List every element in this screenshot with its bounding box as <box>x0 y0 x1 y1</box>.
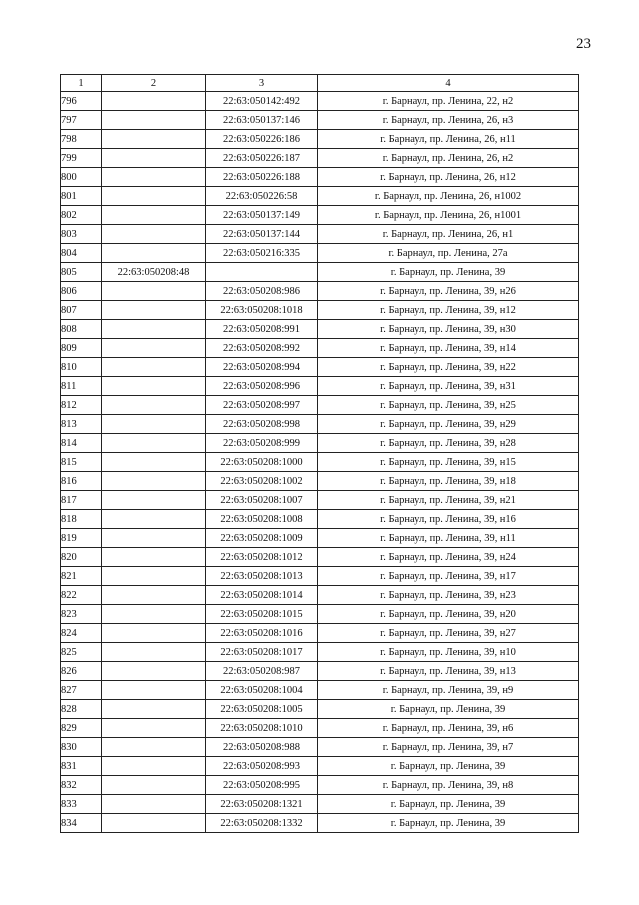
cadastral-parcel-cell <box>102 700 206 719</box>
table-row <box>61 795 579 814</box>
row-number-cell: 804 <box>61 244 102 263</box>
row-number-cell: 805 <box>61 263 102 282</box>
row-number-cell: 801 <box>61 187 102 206</box>
table-row <box>61 130 579 149</box>
address-cell: г. Барнаул, пр. Ленина, 39, н9 <box>318 681 579 700</box>
cadastral-parcel-cell <box>102 643 206 662</box>
address-cell: г. Барнаул, пр. Ленина, 26, н1 <box>318 225 579 244</box>
cadastral-parcel-cell <box>102 757 206 776</box>
row-number-cell: 802 <box>61 206 102 225</box>
header-row <box>61 75 579 92</box>
cadastral-parcel-cell <box>102 301 206 320</box>
cadastral-parcel-cell <box>102 719 206 738</box>
address-cell: г. Барнаул, пр. Ленина, 39, н21 <box>318 491 579 510</box>
table-row <box>61 624 579 643</box>
cadastral-parcel-cell <box>102 681 206 700</box>
cadastral-object-cell: 22:63:050208:1007 <box>206 491 318 510</box>
cadastral-parcel-cell <box>102 624 206 643</box>
table-row <box>61 700 579 719</box>
column-header-4: 4 <box>318 75 579 92</box>
cadastral-parcel-cell <box>102 187 206 206</box>
address-cell: г. Барнаул, пр. Ленина, 26, н11 <box>318 130 579 149</box>
table-row <box>61 320 579 339</box>
cadastral-object-cell: 22:63:050137:146 <box>206 111 318 130</box>
table-row <box>61 377 579 396</box>
row-number-cell: 822 <box>61 586 102 605</box>
column-header-1: 1 <box>61 75 102 92</box>
table-row <box>61 681 579 700</box>
cadastral-object-cell: 22:63:050208:999 <box>206 434 318 453</box>
cadastral-parcel-cell <box>102 320 206 339</box>
row-number-cell: 814 <box>61 434 102 453</box>
cadastral-object-cell: 22:63:050137:144 <box>206 225 318 244</box>
address-cell: г. Барнаул, пр. Ленина, 39, н7 <box>318 738 579 757</box>
registry-table <box>60 74 579 833</box>
cadastral-parcel-cell <box>102 358 206 377</box>
address-cell: г. Барнаул, пр. Ленина, 39, н6 <box>318 719 579 738</box>
cadastral-object-cell: 22:63:050208:1017 <box>206 643 318 662</box>
cadastral-object-cell: 22:63:050226:187 <box>206 149 318 168</box>
cadastral-object-cell: 22:63:050208:986 <box>206 282 318 301</box>
cadastral-object-cell: 22:63:050208:988 <box>206 738 318 757</box>
row-number-cell: 826 <box>61 662 102 681</box>
address-cell: г. Барнаул, пр. Ленина, 39 <box>318 700 579 719</box>
cadastral-parcel-cell <box>102 548 206 567</box>
cadastral-object-cell: 22:63:050142:492 <box>206 92 318 111</box>
row-number-cell: 825 <box>61 643 102 662</box>
cadastral-object-cell: 22:63:050208:1321 <box>206 795 318 814</box>
cadastral-object-cell: 22:63:050208:1016 <box>206 624 318 643</box>
cadastral-object-cell: 22:63:050208:994 <box>206 358 318 377</box>
cadastral-parcel-cell <box>102 339 206 358</box>
cadastral-parcel-cell <box>102 377 206 396</box>
cadastral-object-cell: 22:63:050208:987 <box>206 662 318 681</box>
cadastral-object-cell: 22:63:050208:992 <box>206 339 318 358</box>
cadastral-parcel-cell <box>102 662 206 681</box>
cadastral-parcel-cell <box>102 605 206 624</box>
cadastral-object-cell <box>206 263 318 282</box>
address-cell: г. Барнаул, пр. Ленина, 39, н23 <box>318 586 579 605</box>
table-row <box>61 434 579 453</box>
row-number-cell: 833 <box>61 795 102 814</box>
cadastral-object-cell: 22:63:050216:335 <box>206 244 318 263</box>
address-cell: г. Барнаул, пр. Ленина, 39 <box>318 757 579 776</box>
row-number-cell: 797 <box>61 111 102 130</box>
cadastral-parcel-cell <box>102 738 206 757</box>
table-row <box>61 225 579 244</box>
address-cell: г. Барнаул, пр. Ленина, 39, н11 <box>318 529 579 548</box>
cadastral-object-cell: 22:63:050208:996 <box>206 377 318 396</box>
table-row <box>61 605 579 624</box>
table-row <box>61 662 579 681</box>
cadastral-parcel-cell <box>102 415 206 434</box>
table-row <box>61 491 579 510</box>
row-number-cell: 819 <box>61 529 102 548</box>
table-row <box>61 586 579 605</box>
table-row <box>61 814 579 833</box>
address-cell: г. Барнаул, пр. Ленина, 39, н16 <box>318 510 579 529</box>
cadastral-object-cell: 22:63:050208:1013 <box>206 567 318 586</box>
cadastral-parcel-cell <box>102 529 206 548</box>
address-cell: г. Барнаул, пр. Ленина, 39 <box>318 263 579 282</box>
cadastral-parcel-cell <box>102 130 206 149</box>
cadastral-parcel-cell <box>102 282 206 301</box>
address-cell: г. Барнаул, пр. Ленина, 39, н22 <box>318 358 579 377</box>
cadastral-object-cell: 22:63:050226:186 <box>206 130 318 149</box>
cadastral-object-cell: 22:63:050208:1012 <box>206 548 318 567</box>
table-row <box>61 149 579 168</box>
row-number-cell: 832 <box>61 776 102 795</box>
cadastral-object-cell: 22:63:050226:58 <box>206 187 318 206</box>
cadastral-parcel-cell <box>102 149 206 168</box>
cadastral-parcel-cell <box>102 795 206 814</box>
cadastral-object-cell: 22:63:050208:1015 <box>206 605 318 624</box>
row-number-cell: 806 <box>61 282 102 301</box>
address-cell: г. Барнаул, пр. Ленина, 39, н13 <box>318 662 579 681</box>
row-number-cell: 820 <box>61 548 102 567</box>
address-cell: г. Барнаул, пр. Ленина, 39, н26 <box>318 282 579 301</box>
cadastral-parcel-cell <box>102 168 206 187</box>
table-row <box>61 738 579 757</box>
table-row <box>61 643 579 662</box>
cadastral-object-cell: 22:63:050208:997 <box>206 396 318 415</box>
cadastral-object-cell: 22:63:050208:991 <box>206 320 318 339</box>
cadastral-object-cell: 22:63:050208:1009 <box>206 529 318 548</box>
cadastral-parcel-cell <box>102 586 206 605</box>
row-number-cell: 807 <box>61 301 102 320</box>
address-cell: г. Барнаул, пр. Ленина, 27а <box>318 244 579 263</box>
address-cell: г. Барнаул, пр. Ленина, 26, н3 <box>318 111 579 130</box>
table-row <box>61 301 579 320</box>
cadastral-parcel-cell <box>102 111 206 130</box>
row-number-cell: 798 <box>61 130 102 149</box>
cadastral-parcel-cell <box>102 491 206 510</box>
address-cell: г. Барнаул, пр. Ленина, 22, н2 <box>318 92 579 111</box>
cadastral-object-cell: 22:63:050208:1000 <box>206 453 318 472</box>
cadastral-object-cell: 22:63:050208:1008 <box>206 510 318 529</box>
row-number-cell: 813 <box>61 415 102 434</box>
cadastral-parcel-cell <box>102 92 206 111</box>
table-row <box>61 510 579 529</box>
row-number-cell: 818 <box>61 510 102 529</box>
row-number-cell: 796 <box>61 92 102 111</box>
cadastral-parcel-cell <box>102 567 206 586</box>
cadastral-object-cell: 22:63:050208:998 <box>206 415 318 434</box>
cadastral-parcel-cell <box>102 434 206 453</box>
cadastral-object-cell: 22:63:050208:1018 <box>206 301 318 320</box>
address-cell: г. Барнаул, пр. Ленина, 26, н2 <box>318 149 579 168</box>
row-number-cell: 799 <box>61 149 102 168</box>
table-row <box>61 757 579 776</box>
cadastral-parcel-cell <box>102 472 206 491</box>
address-cell: г. Барнаул, пр. Ленина, 39, н29 <box>318 415 579 434</box>
row-number-cell: 816 <box>61 472 102 491</box>
cadastral-object-cell: 22:63:050208:1010 <box>206 719 318 738</box>
cadastral-parcel-cell <box>102 814 206 833</box>
column-header-2: 2 <box>102 75 206 92</box>
address-cell: г. Барнаул, пр. Ленина, 26, н1001 <box>318 206 579 225</box>
address-cell: г. Барнаул, пр. Ленина, 39, н30 <box>318 320 579 339</box>
cadastral-parcel-cell <box>102 206 206 225</box>
row-number-cell: 811 <box>61 377 102 396</box>
cadastral-parcel-cell: 22:63:050208:48 <box>102 263 206 282</box>
cadastral-object-cell: 22:63:050208:1014 <box>206 586 318 605</box>
address-cell: г. Барнаул, пр. Ленина, 39, н10 <box>318 643 579 662</box>
cadastral-parcel-cell <box>102 244 206 263</box>
row-number-cell: 828 <box>61 700 102 719</box>
address-cell: г. Барнаул, пр. Ленина, 39 <box>318 795 579 814</box>
address-cell: г. Барнаул, пр. Ленина, 39, н12 <box>318 301 579 320</box>
table-row <box>61 282 579 301</box>
table-row <box>61 206 579 225</box>
table-row <box>61 396 579 415</box>
address-cell: г. Барнаул, пр. Ленина, 39, н20 <box>318 605 579 624</box>
cadastral-parcel-cell <box>102 396 206 415</box>
table-row <box>61 567 579 586</box>
table-row <box>61 719 579 738</box>
table-row <box>61 776 579 795</box>
row-number-cell: 823 <box>61 605 102 624</box>
row-number-cell: 834 <box>61 814 102 833</box>
row-number-cell: 831 <box>61 757 102 776</box>
table-row <box>61 168 579 187</box>
cadastral-object-cell: 22:63:050208:1004 <box>206 681 318 700</box>
address-cell: г. Барнаул, пр. Ленина, 39, н18 <box>318 472 579 491</box>
address-cell: г. Барнаул, пр. Ленина, 39, н28 <box>318 434 579 453</box>
row-number-cell: 827 <box>61 681 102 700</box>
address-cell: г. Барнаул, пр. Ленина, 39 <box>318 814 579 833</box>
column-header-3: 3 <box>206 75 318 92</box>
cadastral-object-cell: 22:63:050208:993 <box>206 757 318 776</box>
table-row <box>61 244 579 263</box>
table-row <box>61 92 579 111</box>
row-number-cell: 812 <box>61 396 102 415</box>
cadastral-object-cell: 22:63:050226:188 <box>206 168 318 187</box>
address-cell: г. Барнаул, пр. Ленина, 26, н1002 <box>318 187 579 206</box>
cadastral-object-cell: 22:63:050137:149 <box>206 206 318 225</box>
cadastral-parcel-cell <box>102 225 206 244</box>
cadastral-object-cell: 22:63:050208:995 <box>206 776 318 795</box>
row-number-cell: 810 <box>61 358 102 377</box>
table-row <box>61 111 579 130</box>
cadastral-object-cell: 22:63:050208:1005 <box>206 700 318 719</box>
table-row <box>61 358 579 377</box>
table-row <box>61 453 579 472</box>
address-cell: г. Барнаул, пр. Ленина, 39, н27 <box>318 624 579 643</box>
table-row <box>61 339 579 358</box>
row-number-cell: 809 <box>61 339 102 358</box>
row-number-cell: 800 <box>61 168 102 187</box>
address-cell: г. Барнаул, пр. Ленина, 26, н12 <box>318 168 579 187</box>
table-row <box>61 548 579 567</box>
row-number-cell: 808 <box>61 320 102 339</box>
row-number-cell: 803 <box>61 225 102 244</box>
row-number-cell: 821 <box>61 567 102 586</box>
row-number-cell: 829 <box>61 719 102 738</box>
table-row <box>61 415 579 434</box>
table-row <box>61 187 579 206</box>
address-cell: г. Барнаул, пр. Ленина, 39, н25 <box>318 396 579 415</box>
table-row <box>61 529 579 548</box>
address-cell: г. Барнаул, пр. Ленина, 39, н15 <box>318 453 579 472</box>
table-body <box>61 92 579 833</box>
address-cell: г. Барнаул, пр. Ленина, 39, н24 <box>318 548 579 567</box>
row-number-cell: 824 <box>61 624 102 643</box>
address-cell: г. Барнаул, пр. Ленина, 39, н8 <box>318 776 579 795</box>
table-row <box>61 472 579 491</box>
address-cell: г. Барнаул, пр. Ленина, 39, н14 <box>318 339 579 358</box>
row-number-cell: 815 <box>61 453 102 472</box>
address-cell: г. Барнаул, пр. Ленина, 39, н17 <box>318 567 579 586</box>
cadastral-parcel-cell <box>102 510 206 529</box>
cadastral-parcel-cell <box>102 453 206 472</box>
table-row <box>61 263 579 282</box>
row-number-cell: 830 <box>61 738 102 757</box>
address-cell: г. Барнаул, пр. Ленина, 39, н31 <box>318 377 579 396</box>
cadastral-object-cell: 22:63:050208:1002 <box>206 472 318 491</box>
cadastral-object-cell: 22:63:050208:1332 <box>206 814 318 833</box>
row-number-cell: 817 <box>61 491 102 510</box>
page-number: 23 <box>576 36 591 52</box>
cadastral-parcel-cell <box>102 776 206 795</box>
